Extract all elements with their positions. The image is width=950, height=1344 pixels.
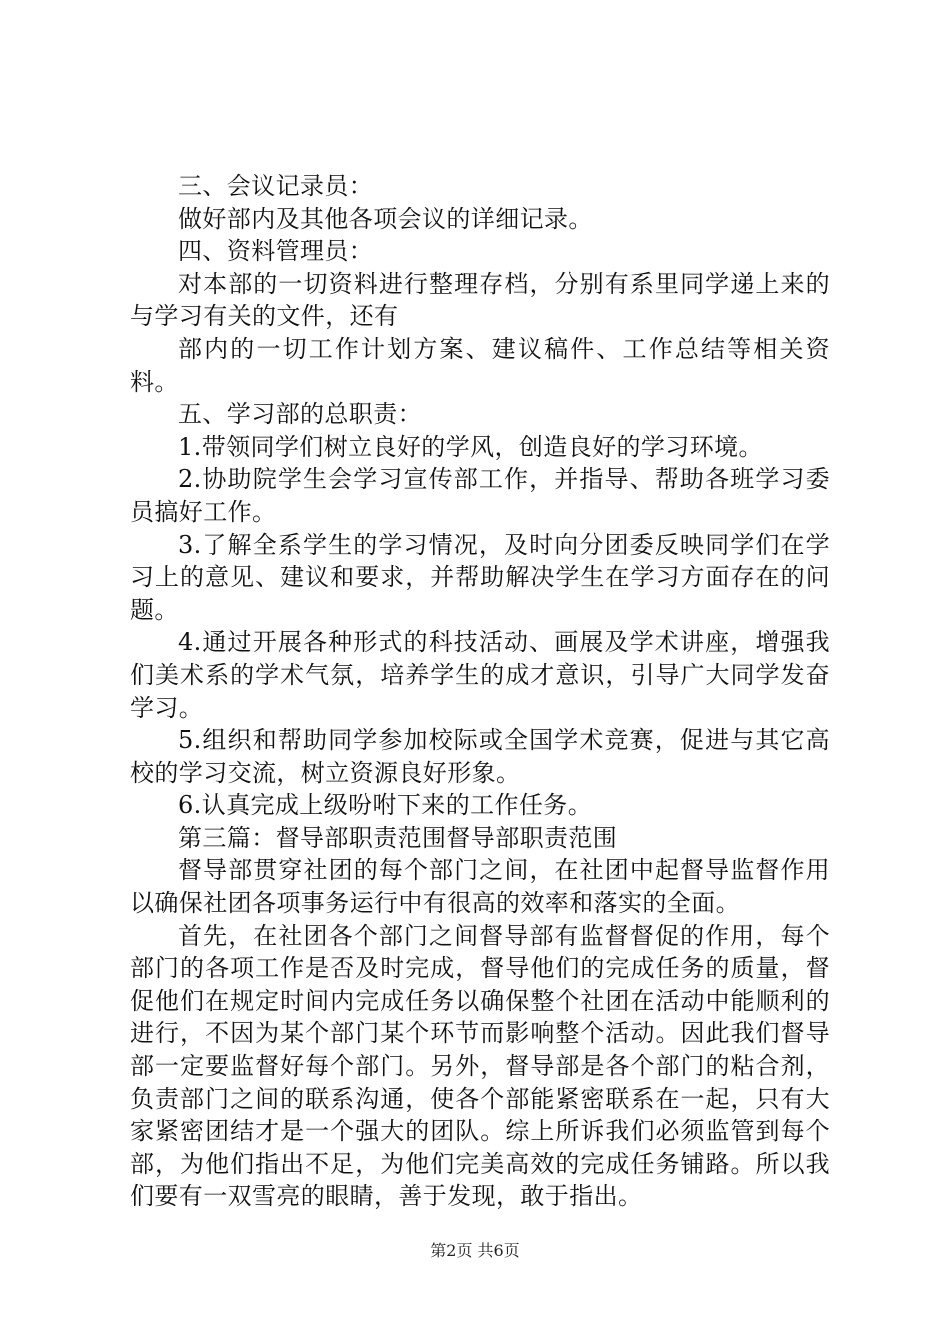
section-heading: 三、会议记录员：: [178, 172, 374, 200]
list-item: 6.认真完成上级吩咐下来的工作任务。: [178, 791, 593, 820]
paragraph: 部内的一切工作计划方案、建议稿件、工作总结等相关资料。: [130, 334, 830, 396]
list-item: 1.带领同学们树立良好的学风，创造良好的学习环境。: [178, 432, 763, 461]
paragraph: 督导部贯穿社团的每个部门之间，在社团中起督导监督作用以确保社团各项事务运行中有很高的效率和落实的全面。: [130, 856, 830, 918]
list-item: 5.组织和帮助同学参加校际或全国学术竞赛，促进与其它高校的学习交流，树立资源良好形象。: [130, 726, 830, 787]
paragraph: 首先，在社团各个部门之间督导部有监督督促的作用，每个部门的各项工作是否及时完成，督导他们的完成任务的质量，督促他们在规定时间内完成任务以确保整个社团在活动中能顺利的进行，不因为某个部门某个环节而影响整个活动。因此我们督导部一定要监督好每个部门。另外，督导部是各个部门的粘合剂，负责部门之间的联系沟通，使各个部能紧密联系在一起，只有大家紧密团结才是一个强大的团队。综上所诉我们必须监管到每个部，为他们指出不足，为他们完美高效的完成任务铺路。所以我们要有一双雪亮的眼睛，善于发现，敢于指出。: [130, 921, 830, 1211]
page-number-footer: 第2页 共6页: [430, 1241, 520, 1260]
list-item: 3.了解全系学生的学习情况，及时向分团委反映同学们在学习上的意见、建议和要求，并帮助解决学生在学习方面存在的问题。: [130, 530, 830, 624]
chapter-heading: 第三篇：督导部职责范围督导部职责范围: [178, 823, 618, 852]
list-item: 4.通过开展各种形式的科技活动、画展及学术讲座，增强我们美术系的学术气氛，培养学生的成才意识，引导广大同学发奋学习。: [130, 628, 830, 722]
paragraph: 对本部的一切资料进行整理存档，分别有系里同学递上来的与学习有关的文件，还有: [130, 269, 830, 331]
paragraph: 做好部内及其他各项会议的详细记录。: [178, 204, 593, 233]
document-body: [130, 170, 830, 1213]
section-heading: 五、学习部的总职责：: [178, 400, 422, 429]
section-heading: 四、资料管理员：: [178, 237, 374, 266]
list-item: 2.协助院学生会学习宣传部工作，并指导、帮助各班学习委员搞好工作。: [130, 465, 830, 526]
